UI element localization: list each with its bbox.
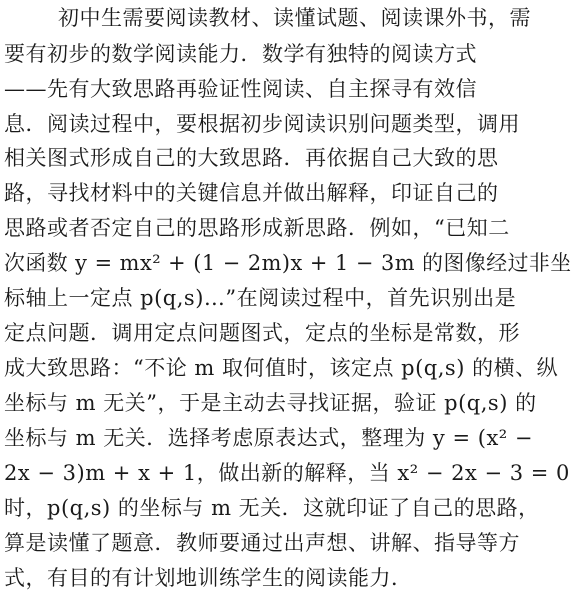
passage-line: 定点问题．调用定点问题图式，定点的坐标是常数，形 <box>4 321 520 345</box>
passage-line: 标轴上一定点 p(q,s)…”在阅读过程中，首先识别出是 <box>4 286 517 310</box>
passage-line: 相关图式形成自己的大致思路．再依据自己大致的思 <box>4 146 499 170</box>
passage-line: 时，p(q,s) 的坐标与 m 无关．这就印证了自己的思路， <box>4 496 540 520</box>
passage-line: 次函数 y = mx² + (1 − 2m)x + 1 − 3m 的图像经过非坐 <box>4 251 572 275</box>
passage-line: 思路或者否定自己的思路形成新思路．例如，“已知二 <box>4 216 510 240</box>
passage-line: 式，有目的有计划地训练学生的阅读能力． <box>4 566 413 590</box>
passage-line: 要有初步的数学阅读能力．数学有独特的阅读方式 <box>4 42 477 66</box>
passage-line: 初中生需要阅读教材、读懂试题、阅读课外书，需 <box>58 6 531 30</box>
passage-line: 坐标与 m 无关．选择考虑原表达式，整理为 y = (x² − <box>4 426 533 450</box>
passage-line: 路，寻找材料中的关键信息并做出解释，印证自己的 <box>4 181 499 205</box>
passage-line: 坐标与 m 无关”，于是主动去寻找证据，验证 p(q,s) 的 <box>4 391 537 415</box>
passage-line: 2x − 3)m + x + 1，做出新的解释，当 x² − 2x − 3 = 0 <box>4 461 570 485</box>
passage-line: ——先有大致思路再验证性阅读、自主探寻有效信 <box>4 77 477 101</box>
passage-line: 息．阅读过程中，要根据初步阅读识别问题类型，调用 <box>4 112 520 136</box>
passage-line: 算是读懂了题意．教师要通过出声想、讲解、指导等方 <box>4 531 520 555</box>
passage-line: 成大致思路：“不论 m 取何值时，该定点 p(q,s) 的横、纵 <box>4 356 559 380</box>
